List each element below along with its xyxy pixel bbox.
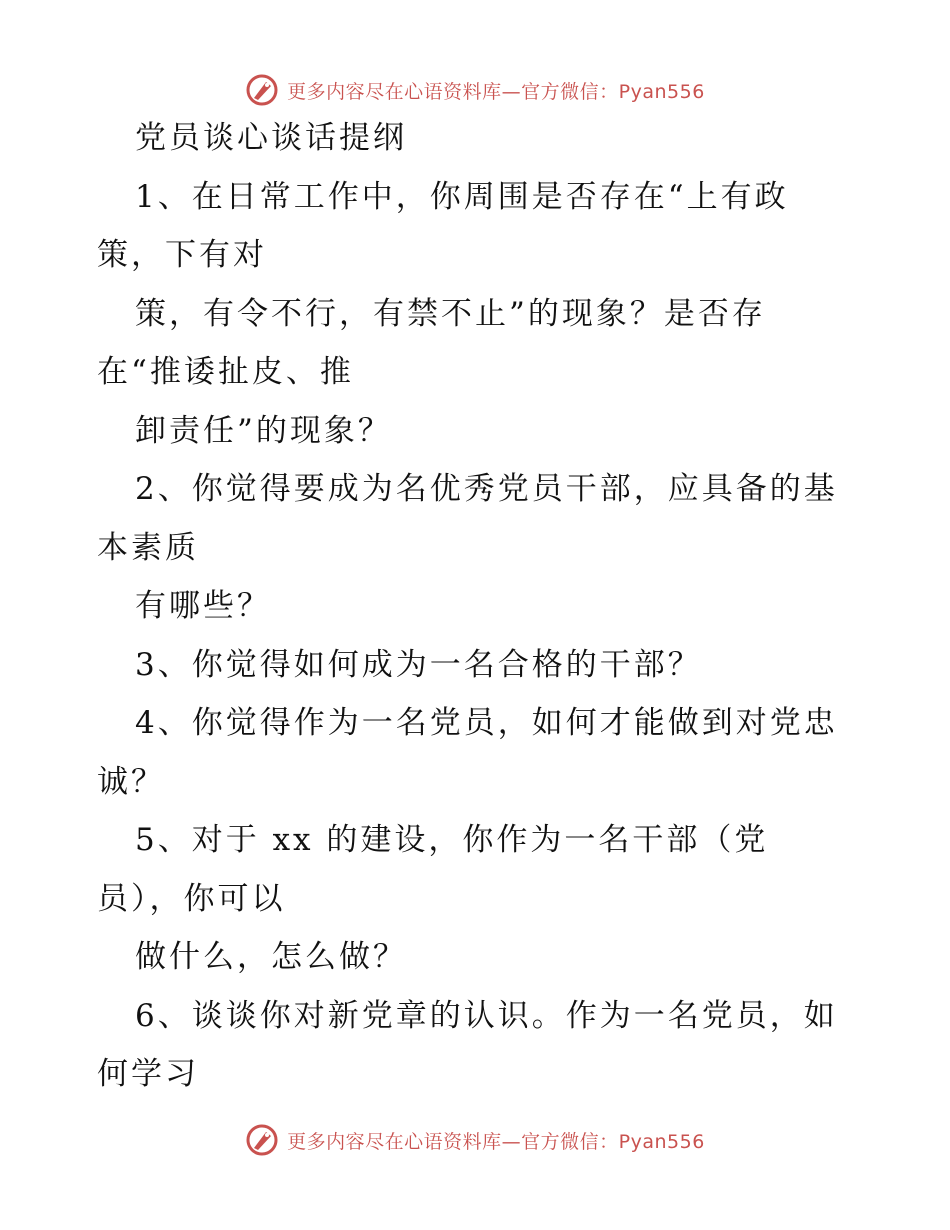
document-line: 卸责任”的现象？ — [135, 412, 392, 449]
watermark-footer — [0, 1120, 950, 1160]
document-line: 员），你可以 — [97, 880, 286, 917]
document-line: 2、你觉得要成为名优秀党员干部，应具备的基 — [135, 471, 838, 507]
document-line: 诚？ — [97, 763, 165, 800]
pen-nib-logo-icon — [245, 1123, 279, 1157]
document-line: 6、谈谈你对新党章的认识。作为一名党员，如 — [135, 997, 838, 1034]
document-line: 做什么，怎么做？ — [135, 939, 407, 975]
watermark-header — [0, 70, 950, 110]
document-title: 党员谈心谈话提纲 — [135, 120, 407, 156]
watermark-text: 更多内容尽在心语资料库—官方微信：Pyan556 — [287, 80, 705, 103]
pen-nib-logo-icon — [245, 73, 279, 107]
document-line: 1、在日常工作中，你周围是否存在“上有政 — [135, 178, 789, 215]
document-line: 在“推诿扯皮、推 — [97, 354, 354, 390]
document-line: 3、你觉得如何成为一名合格的干部？ — [135, 646, 702, 683]
document-line: 策，下有对 — [97, 237, 267, 273]
document-line: 5、对于 xx 的建设，你作为一名干部（党 — [135, 822, 769, 858]
document-line: 有哪些？ — [135, 588, 271, 624]
document-line: 4、你觉得作为一名党员，如何才能做到对党忠 — [135, 705, 838, 741]
watermark-text: 更多内容尽在心语资料库—官方微信：Pyan556 — [287, 1130, 705, 1153]
document-line: 本素质 — [97, 529, 199, 566]
document-line: 何学习 — [97, 1056, 199, 1092]
document-line: 策，有令不行，有禁不止”的现象？是否存 — [135, 295, 766, 332]
